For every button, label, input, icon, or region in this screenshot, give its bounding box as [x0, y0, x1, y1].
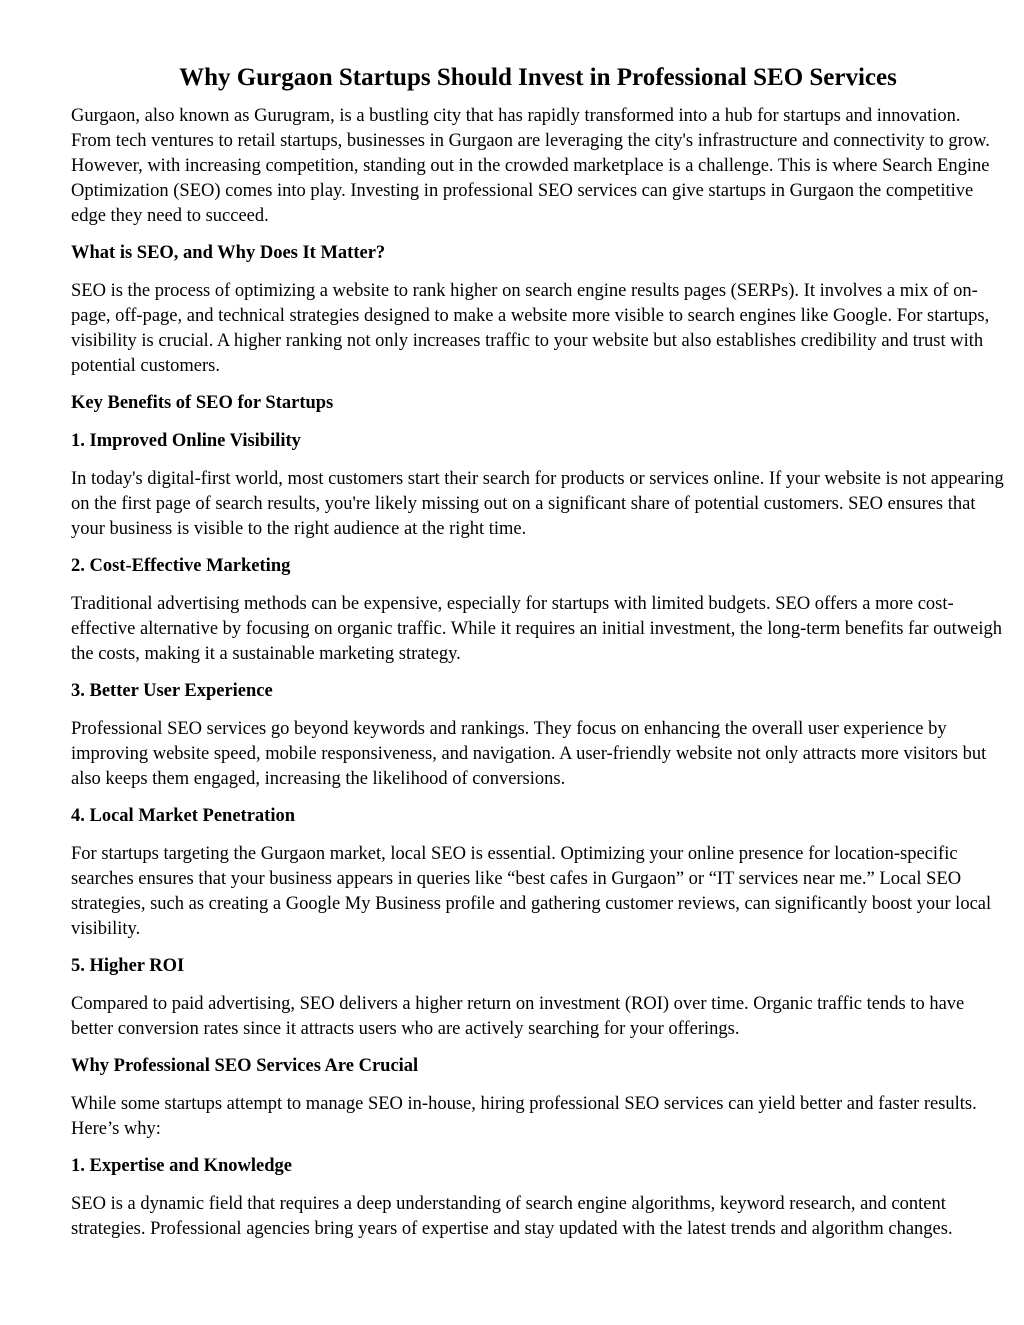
- section-heading-professional-seo: Why Professional SEO Services Are Crucial: [71, 1056, 419, 1076]
- subsection-body: SEO is a dynamic field that requires a deep understanding of search engine algorithms, keyword research, and content strategies. Professional agencies bring years of expertise and stay updated with the latest trends and algorithm changes.: [71, 1194, 953, 1239]
- section-body-professional-seo: While some startups attempt to manage SEO in-house, hiring professional SEO services can yield better and faster results. Here’s why:: [71, 1094, 977, 1139]
- subsection-body: For startups targeting the Gurgaon market, local SEO is essential. Optimizing your online presence for location-specific searches ensures that your business appears in queries like “best cafes in Gurgaon” or “IT services near me.” Local SEO strategies, such as creating a Google My Business profile and gathering customer reviews, can significantly boost your local visibility.: [71, 844, 992, 939]
- section-heading-what-is-seo: What is SEO, and Why Does It Matter?: [71, 243, 386, 263]
- section-heading-key-benefits: Key Benefits of SEO for Startups: [71, 393, 334, 413]
- subsection-heading: 2. Cost-Effective Marketing: [71, 556, 291, 576]
- document-page: [71, 62, 1005, 1254]
- subsection-heading: 5. Higher ROI: [71, 956, 185, 976]
- intro-paragraph: Gurgaon, also known as Gurugram, is a bustling city that has rapidly transformed into a hub for startups and innovation. From tech ventures to retail startups, businesses in Gurgaon are leveraging the city's infrastructure and connectivity to grow. However, with increasing competition, standing out in the crowded marketplace is a challenge. This is where Search Engine Optimization (SEO) comes into play. Investing in professional SEO services can give startups in Gurgaon the competitive edge they need to succeed.: [71, 106, 990, 226]
- subsection-body: Compared to paid advertising, SEO delivers a higher return on investment (ROI) over time. Organic traffic tends to have better conversion rates since it attracts users who are actively searching for your offerings.: [71, 994, 965, 1039]
- subsection-heading: 1. Improved Online Visibility: [71, 431, 301, 451]
- subsection-body: In today's digital-first world, most customers start their search for products or services online. If your website is not appearing on the first page of search results, you're likely missing out on a significant share of potential customers. SEO ensures that your business is visible to the right audience at the right time.: [71, 469, 1004, 539]
- section-body-what-is-seo: SEO is the process of optimizing a website to rank higher on search engine results pages (SERPs). It involves a mix of on-page, off-page, and technical strategies designed to make a website more visible to search engines like Google. For startups, visibility is crucial. A higher ranking not only increases traffic to your website but also establishes credibility and trust with potential customers.: [71, 281, 990, 376]
- page-title: Why Gurgaon Startups Should Invest in Professional SEO Services: [179, 64, 897, 91]
- subsection-heading: 1. Expertise and Knowledge: [71, 1156, 292, 1176]
- subsection-body: Professional SEO services go beyond keywords and rankings. They focus on enhancing the overall user experience by improving website speed, mobile responsiveness, and navigation. A user-friendly website not only attracts more visitors but also keeps them engaged, increasing the likelihood of conversions.: [71, 719, 987, 789]
- subsection-heading: 4. Local Market Penetration: [71, 806, 295, 826]
- subsection-heading: 3. Better User Experience: [71, 681, 273, 701]
- subsection-body: Traditional advertising methods can be expensive, especially for startups with limited budgets. SEO offers a more cost-effective alternative by focusing on organic traffic. While it requires an initial investment, the long-term benefits far outweigh the costs, making it a sustainable marketing strategy.: [71, 594, 1003, 664]
